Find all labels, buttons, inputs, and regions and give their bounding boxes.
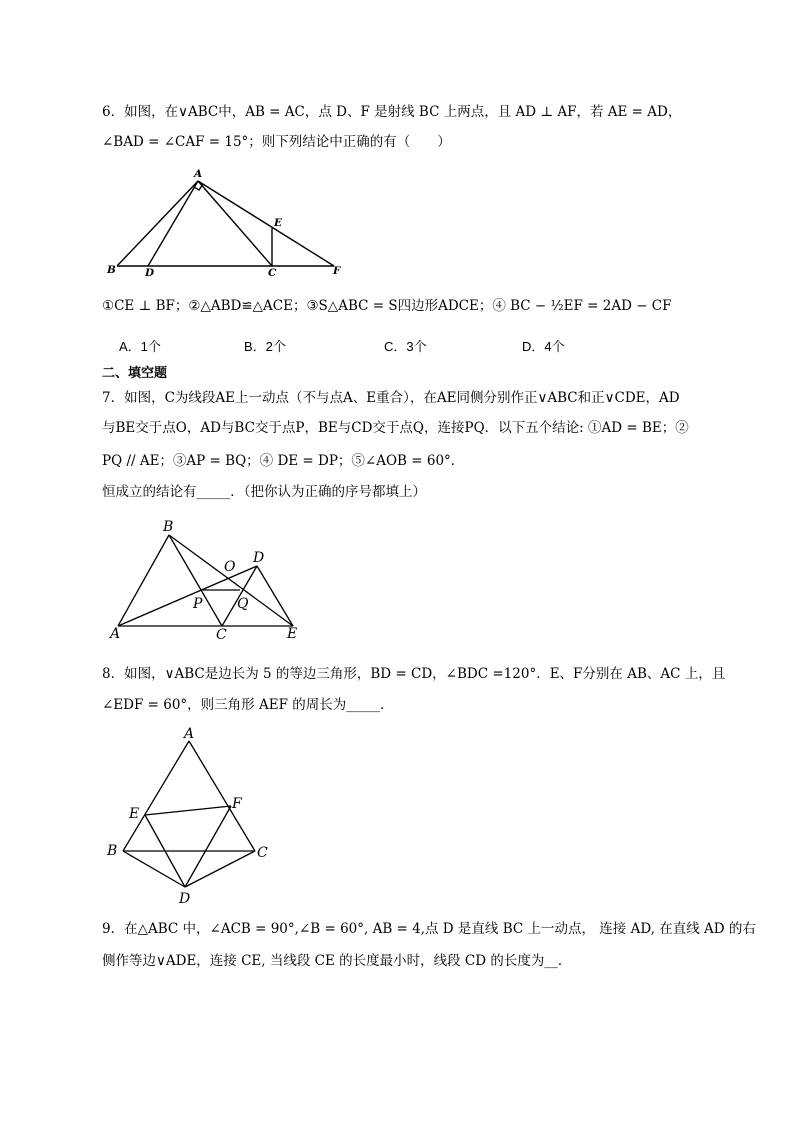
q8-label-d: D bbox=[179, 891, 191, 907]
q6-option-b: B．2个 bbox=[244, 339, 286, 354]
q6-label-a: A bbox=[194, 168, 203, 180]
q8-line-2: ∠EDF = 60°，则三角形 AEF 的周长为_____． bbox=[102, 697, 394, 713]
q7-label-p: P bbox=[193, 596, 203, 612]
q6-option-d: D．4个 bbox=[522, 339, 565, 354]
q8-label-c: C bbox=[257, 845, 268, 861]
q6-label-b: B bbox=[107, 264, 116, 276]
q8-label-b: B bbox=[107, 843, 118, 859]
q8-label-e: E bbox=[129, 806, 140, 822]
q6-conclusions: ①CE ⊥ BF；②△ABD≌△ACE；③S△ABC = S四边形ADCE；④ BC − ½EF = 2AD − CF bbox=[102, 298, 672, 314]
q6-line-1: 6．如图，在∨ABC中，AB = AC，点 D、F 是射线 BC 上两点，且 AD ⊥ AF，若 AE = AD， bbox=[102, 104, 682, 120]
q9-line-1: 9．在△ABC 中，∠ACB = 90°,∠B = 60°, AB = 4,点 D 是直线 BC 上一动点， 连接 AD, 在直线 AD 的右 bbox=[102, 921, 756, 937]
q9-line-2: 侧作等边∨ADE，连接 CE, 当线段 CE 的长度最小时，线段 CD 的长度为__． bbox=[102, 953, 572, 969]
section-heading-fill-blank: 二、填空题 bbox=[102, 365, 168, 380]
q8-label-f: F bbox=[232, 796, 242, 812]
q7-label-d: D bbox=[253, 550, 265, 566]
q8-line-1: 8．如图，∨ABC是边长为 5 的等边三角形，BD = CD，∠BDC =120°．E、F分别在 AB、AC 上，且 bbox=[102, 666, 726, 682]
q6-label-d: D bbox=[145, 267, 155, 279]
q7-label-b: B bbox=[163, 519, 174, 535]
q7-line-2: 与BE交于点O，AD与BC交于点P，BE与CD交于点Q，连接PQ．以下五个结论: ①AD = BE；② bbox=[102, 420, 689, 436]
q7-line-3: PQ // AE；③AP = BQ；④ DE = DP；⑤∠AOB = 60°． bbox=[102, 453, 465, 469]
q7-line-1: 7．如图，C为线段AE上一动点（不与点A、E重合），在AE同侧分别作正∨ABC和正∨CDE，AD bbox=[102, 390, 680, 406]
q6-option-a: A．1个 bbox=[119, 339, 161, 354]
q7-line-4: 恒成立的结论有_____．（把你认为正确的序号都填上） bbox=[102, 484, 426, 500]
q7-label-o: O bbox=[224, 559, 236, 575]
q7-label-c: C bbox=[216, 627, 227, 643]
q7-label-e: E bbox=[287, 626, 298, 642]
q6-label-c: C bbox=[268, 267, 277, 279]
q6-label-f: F bbox=[333, 265, 341, 277]
q6-label-e: E bbox=[274, 217, 283, 229]
q6-option-c: C．3个 bbox=[384, 339, 427, 354]
q7-label-a: A bbox=[110, 626, 121, 642]
q7-label-q: Q bbox=[237, 596, 249, 612]
q6-line-2: ∠BAD = ∠CAF = 15°；则下列结论中正确的有（ ） bbox=[102, 134, 451, 150]
q8-label-a: A bbox=[184, 726, 195, 742]
